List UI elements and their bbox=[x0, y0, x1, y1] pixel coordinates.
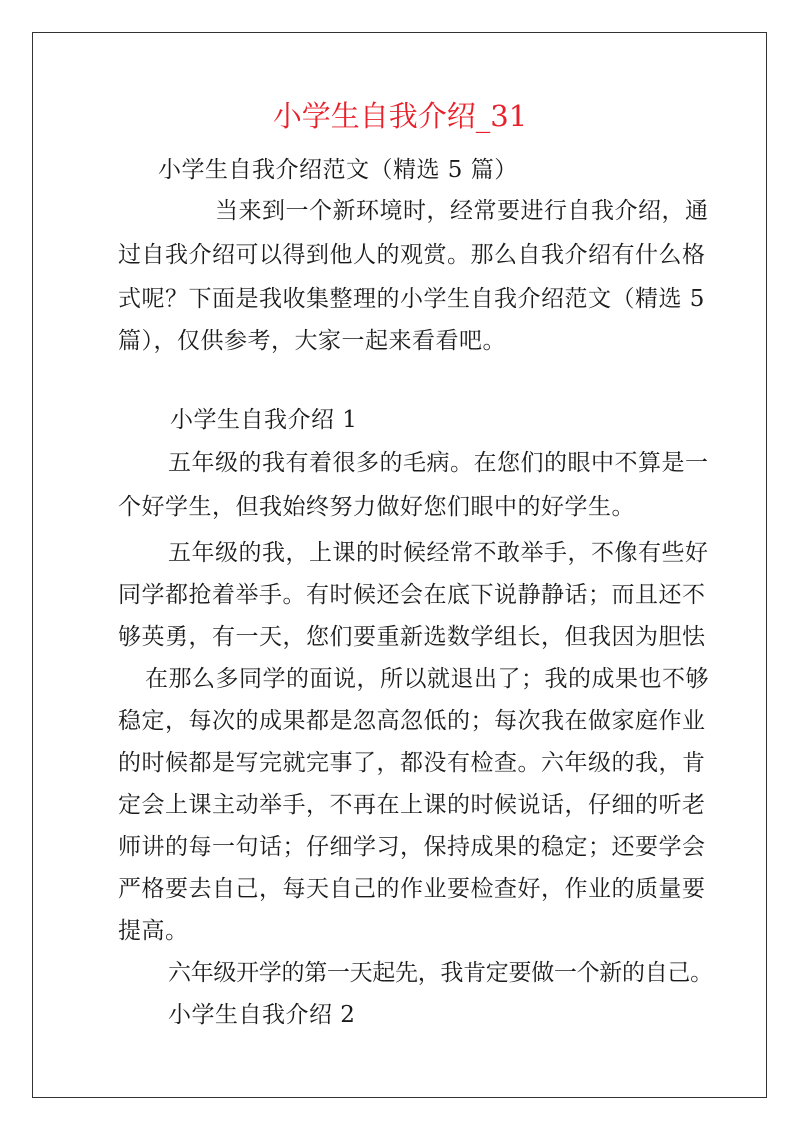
section1-heading: 小学生自我介绍 1 bbox=[170, 407, 358, 433]
document-title: 小学生自我介绍_31 bbox=[272, 99, 528, 133]
intro-line-1: 当来到一个新环境时，经常要进行自我介绍，通 bbox=[215, 198, 709, 224]
section1-para2-line-4: 在那么多同学的面说，所以就退出了；我的成果也不够 bbox=[145, 666, 709, 692]
section1-para1-line-1: 五年级的我有着很多的毛病。在您们的眼中不算是一 bbox=[168, 450, 709, 476]
section1-para2-line-8: 师讲的每一句话；仔细学习，保持成果的稳定；还要学会 bbox=[118, 834, 706, 860]
section1-para2-line-5: 稳定，每次的成果都是忽高忽低的；每次我在做家庭作业 bbox=[118, 708, 706, 734]
intro-line-3: 式呢？下面是我收集整理的小学生自我介绍范文（精选 5 bbox=[118, 286, 705, 312]
intro-line-2: 过自我介绍可以得到他人的观赏。那么自我介绍有什么格 bbox=[118, 242, 706, 268]
section2-heading: 小学生自我介绍 2 bbox=[168, 1002, 356, 1028]
section1-para2-line-7: 定会上课主动举手，不再在上课的时候说话，仔细的听老 bbox=[118, 792, 706, 818]
document-subtitle: 小学生自我介绍范文（精选 5 篇） bbox=[158, 157, 518, 183]
section1-para2-line-3: 够英勇，有一天，您们要重新选数学组长，但我因为胆怯 bbox=[118, 624, 706, 650]
section1-para2-line-2: 同学都抢着举手。有时候还会在底下说静静话；而且还不 bbox=[118, 582, 706, 608]
section1-para1-line-2: 个好学生，但我始终努力做好您们眼中的好学生。 bbox=[118, 494, 635, 520]
section1-para3: 六年级开学的第一天起先，我肯定要做一个新的自己。 bbox=[168, 960, 713, 986]
section1-para2-line-6: 的时候都是写完就完事了，都没有检查。六年级的我，肯 bbox=[118, 750, 706, 776]
section1-para2-line-1: 五年级的我，上课的时候经常不敢举手，不像有些好 bbox=[168, 540, 709, 566]
section1-para2-line-9: 严格要去自己，每天自己的作业要检查好，作业的质量要 bbox=[118, 876, 706, 902]
section1-para2-line-10: 提高。 bbox=[118, 918, 189, 944]
intro-line-4: 篇），仅供参考，大家一起来看看吧。 bbox=[118, 328, 506, 354]
